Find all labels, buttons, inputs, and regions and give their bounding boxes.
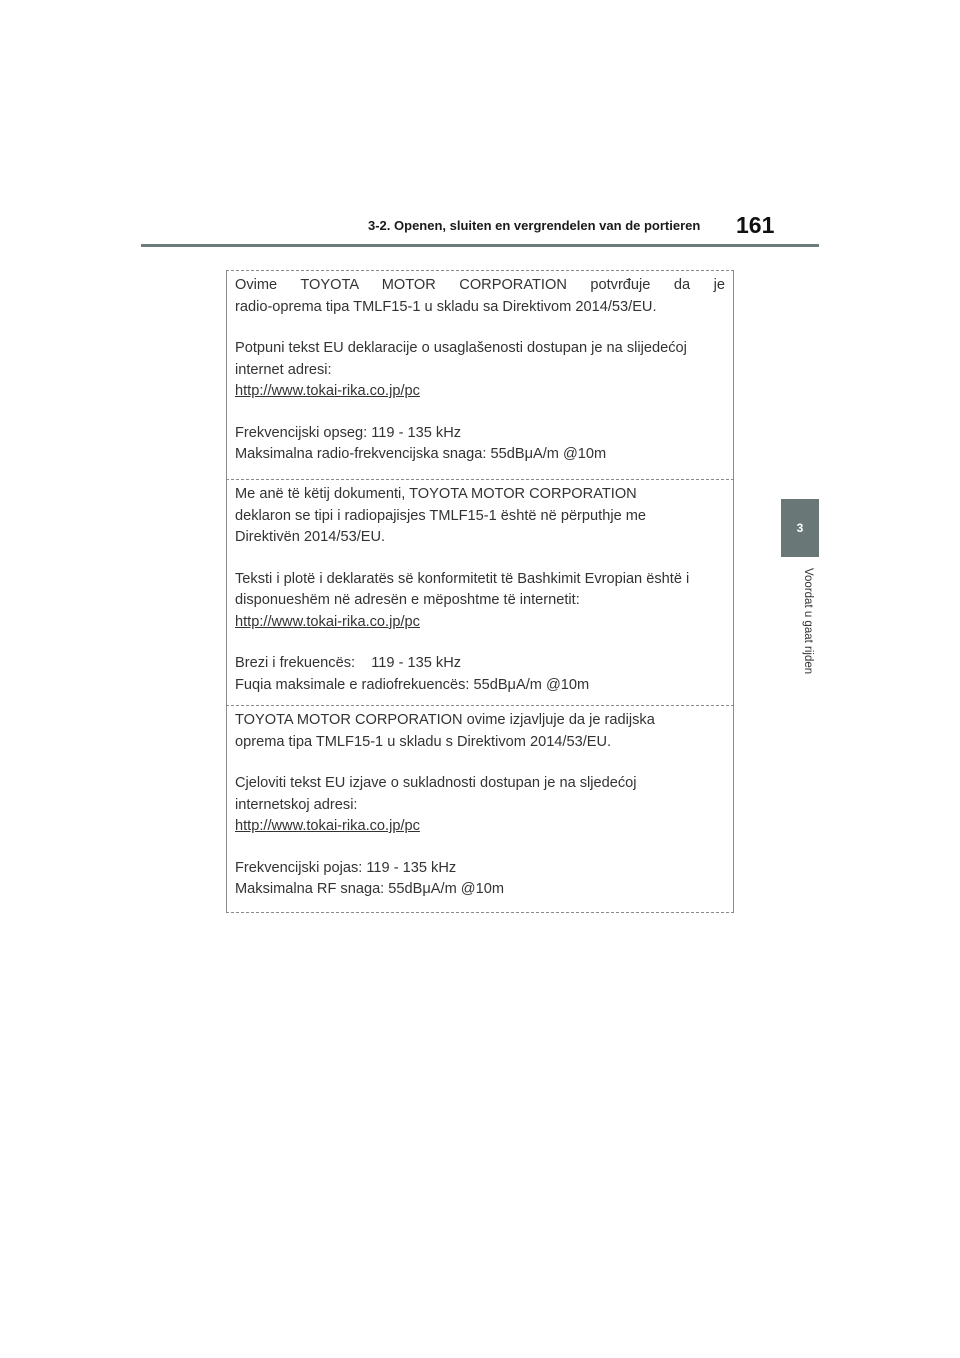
declaration-line: Me anë të këtij dokumenti, TOYOTA MOTOR CORPORATION: [235, 486, 637, 502]
declaration-link[interactable]: http://www.tokai-rika.co.jp/pc: [235, 383, 420, 399]
declaration-line: oprema tipa TMLF15-1 u skladu s Direktivom 2014/53/EU.: [235, 733, 612, 750]
max-power: Fuqia maksimale e radiofrekuencës: 55dBμA/m @10m: [235, 676, 590, 693]
section-title: 3-2. Openen, sluiten en vergrendelen van de portieren: [368, 218, 701, 233]
declaration-line: Teksti i plotë i deklaratës së konformitetit të Bashkimit Evropian është i: [235, 570, 690, 587]
chapter-tab: [781, 499, 819, 557]
declaration-line: Ovime TOYOTA MOTOR CORPORATION potvrđuje da je: [235, 277, 725, 293]
chapter-number: 3: [796, 521, 804, 535]
frequency-range: Frekvencijski opseg: 119 - 135 kHz: [235, 424, 462, 441]
declaration-line: Direktivën 2014/53/EU.: [235, 529, 386, 545]
declaration-link[interactable]: http://www.tokai-rika.co.jp/pc: [235, 613, 420, 630]
chapter-title: Voordat u gaat rijden: [802, 568, 814, 675]
page-number: 161: [736, 212, 775, 238]
declaration-line: radio-oprema tipa TMLF15-1 u skladu sa Direktivom 2014/53/EU.: [235, 298, 657, 315]
declaration-box-3: [226, 705, 734, 913]
declaration-line: Potpuni tekst EU deklaracije o usaglašenosti dostupan je na slijedećoj: [235, 340, 687, 356]
header-rule: [141, 244, 819, 247]
declaration-box-2: [226, 479, 734, 705]
declaration-link[interactable]: http://www.tokai-rika.co.jp/pc: [235, 818, 420, 834]
declaration-box-1: [226, 270, 734, 479]
max-power: Maksimalna RF snaga: 55dBμA/m @10m: [235, 881, 504, 897]
declaration-line: disponueshëm në adresën e mëposhtme të internetit:: [235, 592, 580, 608]
max-power: Maksimalna radio-frekvencijska snaga: 55dBμA/m @10m: [235, 446, 607, 462]
declaration-line: TOYOTA MOTOR CORPORATION ovime izjavljuje da je radijska: [235, 712, 655, 728]
declaration-line: Cjeloviti tekst EU izjave o sukladnosti dostupan je na sljedećoj: [235, 775, 637, 791]
declaration-line: internetskoj adresi:: [235, 796, 358, 813]
declaration-line: deklaron se tipi i radiopajisjes TMLF15-1 është në përputhje me: [235, 507, 647, 524]
frequency-range: Frekvencijski pojas: 119 - 135 kHz: [235, 859, 457, 876]
frequency-range: Brezi i frekuencës: 119 - 135 kHz: [235, 655, 462, 671]
declaration-line: internet adresi:: [235, 361, 332, 378]
